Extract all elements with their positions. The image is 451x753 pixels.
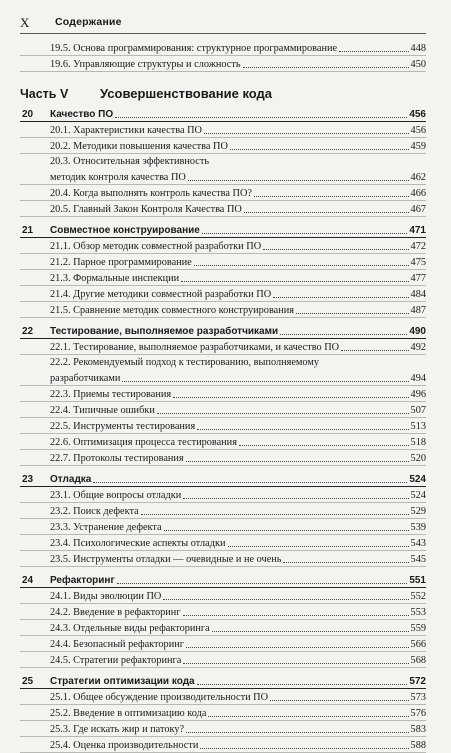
chapter-title: Качество ПО bbox=[50, 109, 114, 120]
toc-entry: 21.5. Сравнение методик совместного конструирования 487 bbox=[20, 302, 426, 318]
chapter-number: 21 bbox=[22, 225, 34, 236]
chapter-heading bbox=[20, 221, 426, 238]
chapter-24 bbox=[20, 571, 426, 668]
page-header bbox=[20, 11, 426, 34]
chapter-23 bbox=[20, 470, 426, 567]
chapter-number: 22 bbox=[22, 326, 34, 337]
part-heading bbox=[20, 75, 426, 101]
chapter-20 bbox=[20, 105, 426, 217]
toc-entry: 25.1. Общее обсуждение производительности ПО 573 bbox=[20, 689, 426, 705]
toc-entry: 23.4. Психологические аспекты отладки 543 bbox=[20, 535, 426, 551]
chapter-22 bbox=[20, 322, 426, 466]
chapter-title: Совместное конструирование bbox=[50, 225, 200, 236]
toc-entry: 24.3. Отдельные виды рефакторинга 559 bbox=[20, 620, 426, 636]
chapter-number: 25 bbox=[22, 676, 34, 687]
part-number: Часть V bbox=[20, 87, 69, 101]
toc-entry: 20.4. Когда выполнять контроль качества ПО? 466 bbox=[20, 185, 426, 201]
toc-entry: 23.1. Общие вопросы отладки 524 bbox=[20, 487, 426, 503]
chapter-page: 456 bbox=[409, 109, 426, 120]
chapter-heading bbox=[20, 322, 426, 339]
toc-entry: 22.2. Рекомендуемый подход к тестированию, выполняемому разработчиками 494 bbox=[20, 355, 426, 386]
chapter-heading bbox=[20, 672, 426, 689]
chapter-number: 20 bbox=[22, 109, 34, 120]
chapter-page: 471 bbox=[409, 225, 426, 236]
part-title: Усовершенствование кода bbox=[100, 86, 273, 101]
toc-entry: 21.1. Обзор методик совместной разработки ПО 472 bbox=[20, 238, 426, 254]
toc-entry: 24.1. Виды эволюции ПО 552 bbox=[20, 588, 426, 604]
toc-entry: 20.5. Главный Закон Контроля Качества ПО 467 bbox=[20, 201, 426, 217]
chapter-heading bbox=[20, 470, 426, 487]
toc-entry: 22.7. Протоколы тестирования 520 bbox=[20, 450, 426, 466]
toc-entry: 22.4. Типичные ошибки 507 bbox=[20, 402, 426, 418]
toc-entry: 24.4. Безопасный рефакторинг 566 bbox=[20, 636, 426, 652]
toc-entry: 24.2. Введение в рефакторинг 553 bbox=[20, 604, 426, 620]
chapter-page: 551 bbox=[409, 575, 426, 586]
chapter-heading bbox=[20, 105, 426, 122]
toc-entry: 20.2. Методики повышения качества ПО 459 bbox=[20, 138, 426, 154]
toc-entry: 23.2. Поиск дефекта 529 bbox=[20, 503, 426, 519]
toc-entry: 21.3. Формальные инспекции 477 bbox=[20, 270, 426, 286]
chapter-list bbox=[20, 105, 426, 753]
toc-entry: 25.3. Где искать жир и патоку? 583 bbox=[20, 721, 426, 737]
toc-entry: 22.1. Тестирование, выполняемое разработчиками, и качество ПО 492 bbox=[20, 339, 426, 355]
chapter-heading bbox=[20, 571, 426, 588]
chapter-title: Стратегии оптимизации кода bbox=[50, 676, 195, 687]
chapter-page: 490 bbox=[409, 326, 426, 337]
chapter-page: 524 bbox=[409, 474, 426, 485]
toc-entry: 23.5. Инструменты отладки — очевидные и не очень 545 bbox=[20, 551, 426, 567]
toc-entry: 21.4. Другие методики совместной разработки ПО 484 bbox=[20, 286, 426, 302]
toc-entry: 23.3. Устранение дефекта 539 bbox=[20, 519, 426, 535]
chapter-title: Рефакторинг bbox=[50, 575, 115, 586]
toc-entry: 25.2. Введение в оптимизацию кода 576 bbox=[20, 705, 426, 721]
toc-entry: 22.6. Оптимизация процесса тестирования 518 bbox=[20, 434, 426, 450]
chapter-21 bbox=[20, 221, 426, 318]
running-title: Содержание bbox=[55, 16, 122, 28]
chapter-number: 24 bbox=[22, 575, 34, 586]
toc-entry: 22.3. Приемы тестирования 496 bbox=[20, 386, 426, 402]
toc-entry: 21.2. Парное программирование 475 bbox=[20, 254, 426, 270]
toc-entry: 20.3. Относительная эффективность методик контроля качества ПО 462 bbox=[20, 154, 426, 185]
chapter-number: 23 bbox=[22, 474, 34, 485]
chapter-25 bbox=[20, 672, 426, 753]
table-of-contents bbox=[20, 40, 426, 753]
chapter-page: 572 bbox=[409, 676, 426, 687]
toc-entry: 20.1. Характеристики качества ПО 456 bbox=[20, 122, 426, 138]
chapter-title: Отладка bbox=[50, 474, 92, 485]
chapter-title: Тестирование, выполняемое разработчиками bbox=[50, 326, 279, 337]
toc-entry: 25.4. Оценка производительности 588 bbox=[20, 737, 426, 753]
toc-entry: 24.5. Стратегии рефакторинга 568 bbox=[20, 652, 426, 668]
toc-entry: 19.6. Управляющие структуры и сложность 450 bbox=[20, 56, 426, 72]
toc-entry: 22.5. Инструменты тестирования 513 bbox=[20, 418, 426, 434]
toc-entry: 19.5. Основа программирования: структурное программирование 448 bbox=[20, 40, 426, 56]
page-number: X bbox=[20, 15, 30, 30]
